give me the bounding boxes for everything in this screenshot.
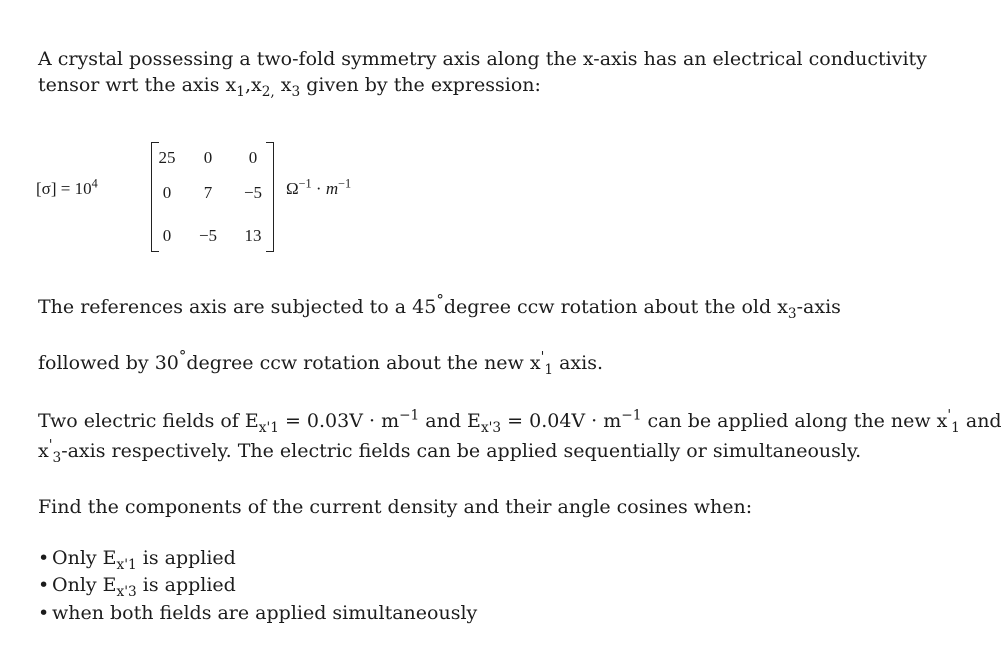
subscript: 1 <box>544 361 554 378</box>
subscript: 3 <box>52 449 62 466</box>
rotation-line-2 <box>38 346 603 378</box>
subscript: 2, <box>261 83 275 100</box>
fields-text: can be applied along the new x <box>641 410 948 432</box>
unit-ohm: Ω <box>286 179 299 198</box>
conductivity-unit <box>286 176 352 199</box>
matrix-cell: 0 <box>203 148 213 167</box>
bullet-item-2 <box>38 573 236 599</box>
bullet-marker: • <box>38 574 50 596</box>
bullet-text: when both fields are applied simultaneously <box>52 602 478 624</box>
intro-text: given by the expression: <box>300 74 541 96</box>
superscript: −1 <box>399 407 420 424</box>
subscript: 3 <box>787 305 797 322</box>
bullet-text: is applied <box>136 574 236 596</box>
bullet-text: Only E <box>52 547 117 569</box>
fields-text: and E <box>419 410 481 432</box>
subscript: 1 <box>951 419 960 436</box>
equation-lhs <box>36 176 98 199</box>
bullet-item-3 <box>38 601 477 627</box>
exponent: 4 <box>91 176 98 191</box>
fields-text: Two electric fields of E <box>38 410 259 432</box>
matrix-cell: 25 <box>158 148 176 167</box>
fields-text: = 0.03V · m <box>278 410 400 432</box>
fields-text: = 0.04V · m <box>501 410 622 432</box>
unit-dot: · <box>311 179 326 198</box>
unit-meter: m <box>325 179 339 198</box>
rotation-text: The references axis are subjected to a 45 <box>38 296 437 318</box>
bullet-marker: • <box>38 602 50 624</box>
question-text: Find the components of the current density and their angle cosines when: <box>38 496 753 518</box>
rotation-text: followed by 30 <box>38 352 179 374</box>
subscript: x'1 <box>258 419 279 436</box>
intro-text: tensor wrt the axis x <box>38 74 237 96</box>
prime-mark: ' <box>48 437 53 454</box>
intro-text: ,x <box>244 74 262 96</box>
rotation-line-1 <box>38 290 841 322</box>
matrix-cell: 7 <box>203 183 213 202</box>
matrix-cell: 0 <box>162 183 172 202</box>
degree-mark: ° <box>436 290 444 309</box>
bullet-text: Only E <box>52 574 117 596</box>
prime-mark: ' <box>540 349 545 366</box>
subscript: x'3 <box>116 583 137 600</box>
prime-mark: ' <box>947 407 952 424</box>
matrix-cell: −5 <box>243 183 263 202</box>
fields-line-1 <box>38 409 1002 435</box>
degree-mark: ° <box>178 346 187 365</box>
conductivity-equation <box>36 138 436 256</box>
unit-exponent: −1 <box>298 176 312 191</box>
fields-text: and <box>959 410 1002 432</box>
bullet-marker: • <box>38 547 50 569</box>
fields-text: x <box>38 440 49 462</box>
bullet-item-1 <box>38 546 236 572</box>
superscript: −1 <box>621 407 642 424</box>
subscript: 3 <box>291 83 301 100</box>
matrix-cell: 0 <box>162 226 172 245</box>
intro-line-1: A crystal possessing a two-fold symmetry axis along the x-axis has an electrical conductivity <box>38 48 927 70</box>
rotation-text: -axis <box>796 296 841 318</box>
unit-exponent: −1 <box>338 176 352 191</box>
sigma-label: [σ] = 10 <box>36 179 92 198</box>
fields-text: -axis respectively. The electric fields can be applied sequentially or simultaneously. <box>61 440 862 462</box>
bullet-text: is applied <box>136 547 236 569</box>
intro-text: x <box>274 74 292 96</box>
matrix-cell: 13 <box>244 226 262 245</box>
rotation-text: axis. <box>553 352 603 374</box>
intro-line-2 <box>38 73 541 99</box>
rotation-text: degree ccw rotation about the old x <box>443 296 788 318</box>
fields-line-2 <box>38 439 861 465</box>
subscript: x'3 <box>480 419 502 436</box>
rotation-text: degree ccw rotation about the new x <box>186 352 541 374</box>
matrix-cell: 0 <box>248 148 258 167</box>
subscript: 1 <box>236 83 245 100</box>
matrix-cell: −5 <box>198 226 218 245</box>
subscript: x'1 <box>116 556 137 573</box>
